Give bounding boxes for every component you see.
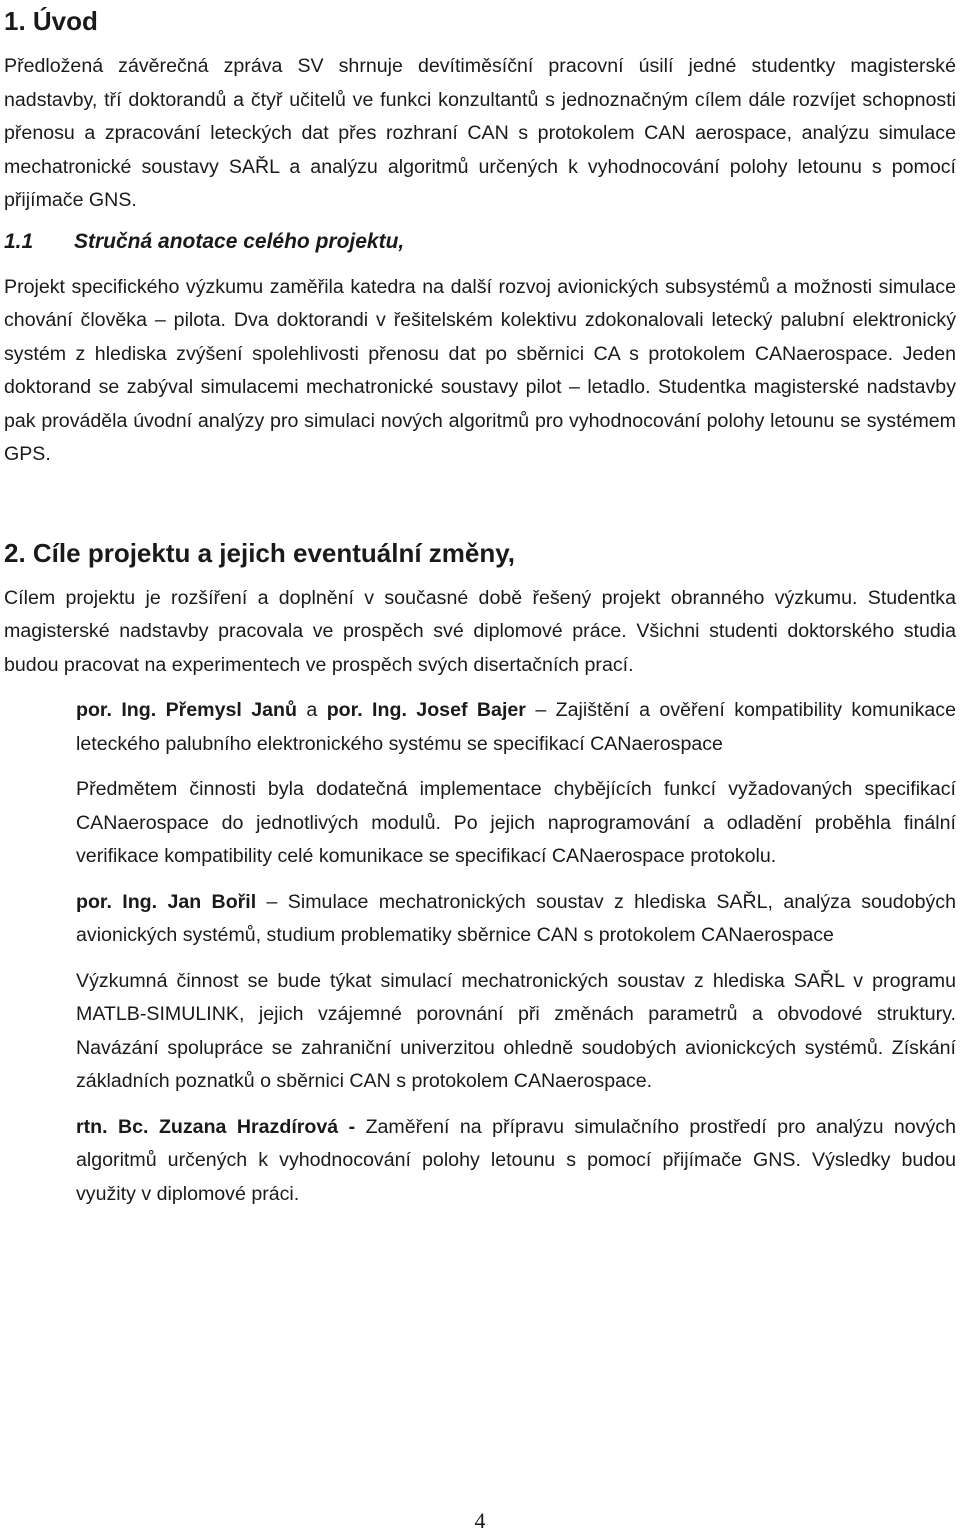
page-number: 4: [474, 1508, 486, 1533]
item1-heading: [76, 694, 956, 761]
item3-name: rtn. Bc. Zuzana Hrazdírová -: [76, 1115, 356, 1138]
subsection-number: 1.1: [4, 229, 34, 253]
item1-name-b: por. Ing. Josef Bajer: [326, 699, 526, 721]
item2-heading: [76, 886, 956, 953]
item1-topic: – Zajištění a ověření kompatibility komunikace leteckého palubního elektronického systému se specifikací CANaerospace: [76, 699, 956, 755]
item1-name-a: por. Ing. Přemysl Janů: [76, 699, 297, 721]
annotation-paragraph: Projekt specifického výzkumu zaměřila katedra na další rozvoj avionických subsystémů a možnosti simulace chování člověka – pilota. Dva doktorandi v řešitelském kolektivu zdokonalovali letecký palubní elektronický systém z hlediska zvýšení spolehlivosti přenosu dat po sběrnici CA s protokolem CANaerospace. Jeden doktorand se zabýval simulacemi mechatronické soustavy pilot – letadlo. Studentka magisterské nadstavby pak prováděla úvodní analýzy pro simulaci nových algoritmů pro vyhodnocování polohy letounu se systémem GPS.: [4, 275, 956, 465]
section1-heading: 1. Úvod: [4, 6, 98, 36]
item2-body: Výzkumná činnost se bude týkat simulací mechatronických soustav z hlediska SAŘL v programu MATLB-SIMULINK, jejich vzájemné porovnání při změnách parametrů a obvodové struktury. Navázání spolupráce se zahraniční univerzitou ohledně soudobých avionickcých systémů. Získání základních poznatků o sběrnici CAN s protokolem CANaerospace.: [76, 969, 956, 1092]
item3-topic: Zaměření na přípravu simulačního prostředí pro analýzu nových algoritmů určených k vyhodnocování polohy letounu s pomocí přijímače GNS. Výsledky budou využity v diplomové práci.: [76, 1115, 956, 1205]
subsection-title: Stručná anotace celého projektu,: [74, 229, 405, 253]
subsection-heading: [4, 225, 956, 258]
item3-paragraph: [76, 1111, 956, 1212]
item2-name: por. Ing. Jan Bořil: [76, 890, 257, 913]
item2-topic: – Simulace mechatronických soustav z hlediska SAŘL, analýza soudobých avionických systémů, studium problematiky sběrnice CAN s protokolem CANaerospace: [76, 890, 956, 946]
document-page: [4, 0, 956, 1211]
section1-intro: Předložená závěrečná zpráva SV shrnuje devítiměsíční pracovní úsilí jedné studentky magisterské nadstavby, tří doktorandů a čtyř učitelů ve funkci konzultantů s jednoznačným cílem dále rozvíjet schopnosti přenosu a zpracování leteckých dat přes rozhraní CAN s protokolem CAN aerospace, analýzu simulace mechatronické soustavy SAŘL a analýzu algoritmů určených k vyhodnocování polohy letounu s pomocí přijímače GNS.: [4, 55, 956, 211]
item1-body: Předmětem činnosti byla dodatečná implementace chybějících funkcí vyžadovaných specifikací CANaerospace do jednotlivých modulů. Po jejich naprogramování a odladění proběhla finální verifikace kompatibility celé komunikace se specifikací CANaerospace protokolu.: [76, 778, 956, 867]
section2-intro: Cílem projektu je rozšíření a doplnění v současné době řešený projekt obranného výzkumu. Studentka magisterské nadstavby pracovala ve prospěch své diplomové práce. Všichni studenti doktorského studia budou pracovat na experimentech ve prospěch svých disertačních prací.: [4, 586, 956, 676]
item1-conj: a: [296, 699, 327, 721]
section2-heading: 2. Cíle projektu a jejich eventuální změny,: [4, 537, 516, 568]
